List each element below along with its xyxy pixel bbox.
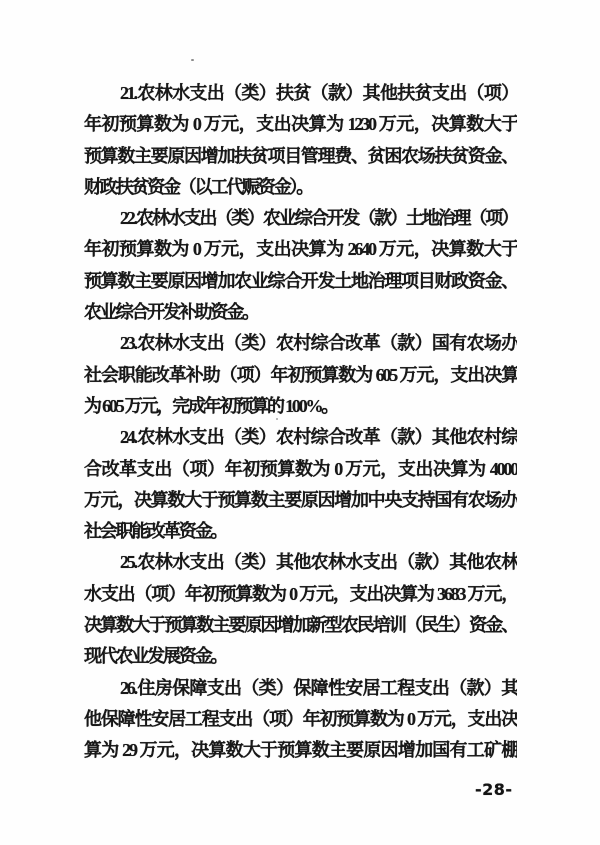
text-line: 现代农业发展资金。 — [84, 646, 227, 667]
budget-item-paragraph-26 — [84, 673, 517, 767]
scan-speck — [191, 59, 194, 61]
text-line: 为 605 万元，完成年初预算的 100%。 — [84, 395, 338, 416]
text-line: 26.住房保障支出（类）保障性安居工程支出（款）其 — [120, 677, 517, 698]
budget-item-paragraph-23 — [84, 328, 517, 422]
text-line: 23.农林水支出（类）农村综合改革（款）国有农场办 — [120, 333, 517, 354]
text-line: 年初预算数为 0 万元，支出决算为 1230 万元，决算数大于 — [84, 114, 517, 135]
document-body — [84, 78, 517, 767]
budget-item-paragraph-24 — [84, 422, 517, 547]
text-line: 预算数主要原因增加扶贫项目管理费、贫困农场扶贫资金、 — [84, 145, 517, 166]
text-line: 24.农林水支出（类）农村综合改革（款）其他农村综 — [120, 427, 517, 448]
text-line: 预算数主要原因增加农业综合开发土地治理项目财政资金、 — [84, 270, 517, 291]
text-line: 万元，决算数大于预算数主要原因增加中央支持国有农场办 — [84, 489, 517, 510]
text-line: 22.农林水支出（类）农业综合开发（款）土地治理（项） — [120, 208, 517, 229]
text-line: 社会职能改革资金。 — [84, 521, 227, 542]
text-line: 年初预算数为 0 万元，支出决算为 2640 万元，决算数大于 — [84, 239, 517, 260]
budget-item-paragraph-25 — [84, 547, 517, 672]
text-line: 他保障性安居工程支出（项）年初预算数为 0 万元，支出决 — [84, 708, 517, 729]
text-line: 算为 29 万元，决算数大于预算数主要原因增加国有工矿棚 — [84, 740, 517, 761]
text-line: 25.农林水支出（类）其他农林水支出（款）其他农林 — [120, 552, 517, 573]
text-line: 合改革支出（项）年初预算数为 0 万元，支出决算为 4000 — [84, 458, 517, 479]
page-number: -28- — [475, 780, 513, 799]
text-line: 水支出（项）年初预算数为 0 万元，支出决算为 3683 万元， — [84, 583, 517, 604]
text-line: 财政扶贫资金（以工代赈资金）。 — [84, 176, 312, 197]
text-line: 农业综合开发补助资金。 — [84, 302, 258, 323]
budget-item-paragraph-22 — [84, 203, 517, 328]
text-line: 21.农林水支出（类）扶贫（款）其他扶贫支出（项） — [120, 83, 517, 103]
budget-item-paragraph-21 — [84, 78, 517, 203]
text-line: 决算数大于预算数主要原因增加新型农民培训（民生）资金、 — [84, 615, 517, 636]
text-line: 社会职能改革补助（项）年初预算数为 605 万元，支出决算 — [84, 364, 517, 385]
